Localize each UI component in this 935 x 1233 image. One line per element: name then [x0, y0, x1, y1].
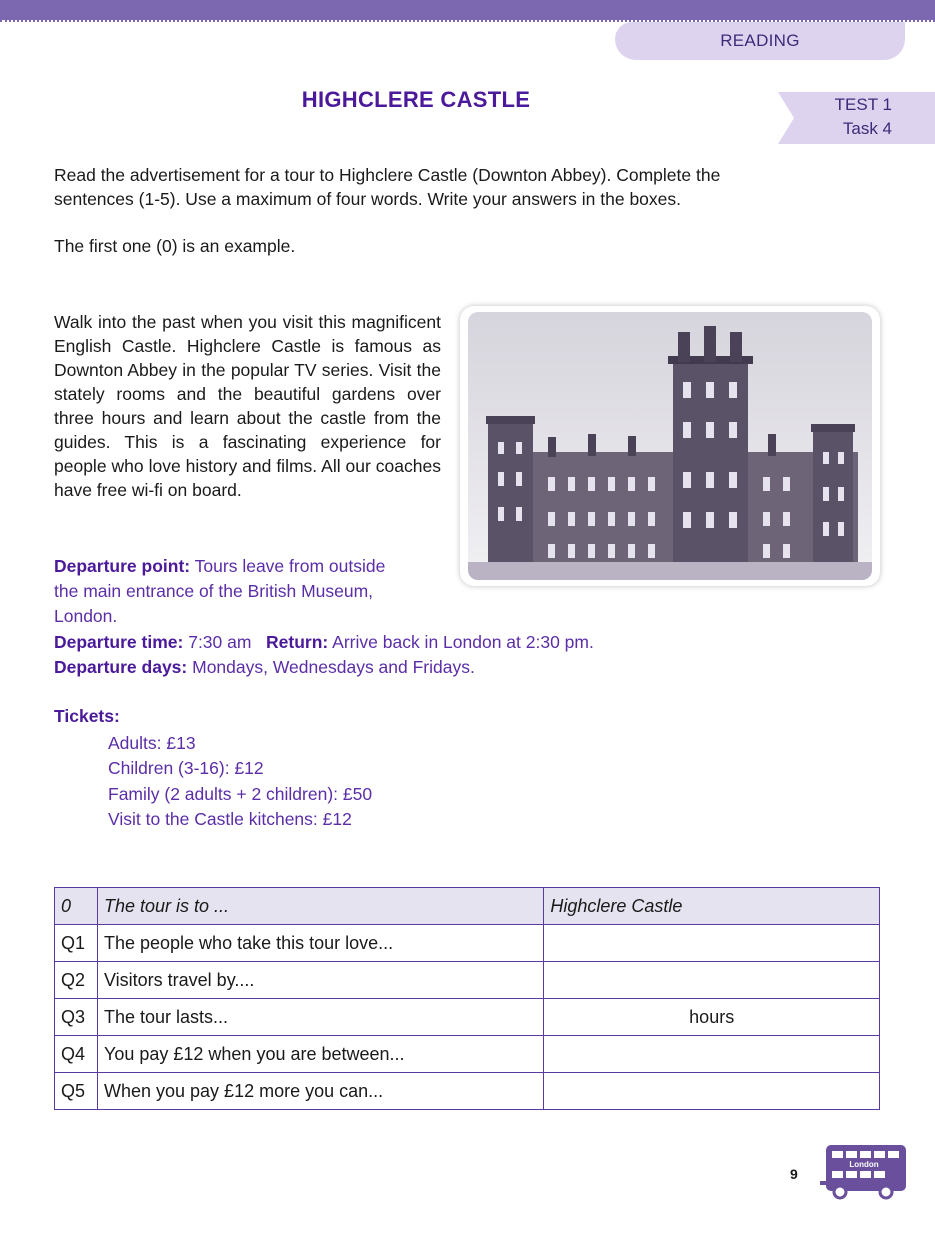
answer-box[interactable] — [544, 925, 880, 962]
instruction-line-2: sentences (1-5). Use a maximum of four words. Write your answers in the boxes. — [54, 189, 682, 209]
ticket-item: Adults: £13 — [108, 733, 196, 753]
ticket-item: Family (2 adults + 2 children): £50 — [108, 784, 373, 804]
question-text: The tour is to ... — [97, 888, 543, 925]
page-number: 9 — [790, 1166, 798, 1182]
question-number: Q1 — [55, 925, 98, 962]
bus-label: London — [849, 1160, 879, 1169]
section-tab — [615, 22, 905, 60]
answer-box[interactable] — [544, 1036, 880, 1073]
departure-time-value: 7:30 am — [183, 632, 257, 652]
return-value: Arrive back in London at 2:30 pm. — [328, 632, 594, 652]
instructions — [54, 163, 844, 211]
departure-point-label: Departure point: — [54, 556, 191, 576]
departure-point-line-3: London. — [54, 606, 118, 626]
departure-days-label: Departure days: — [54, 657, 188, 677]
departure-time-label: Departure time: — [54, 632, 184, 652]
answer-box[interactable]: hours — [544, 999, 880, 1036]
departure-days — [54, 655, 475, 679]
section-label: READING — [720, 31, 800, 50]
tickets-heading: Tickets: — [54, 706, 120, 726]
question-number: Q3 — [55, 999, 98, 1036]
ticket-item: Visit to the Castle kitchens: £12 — [108, 809, 352, 829]
london-bus-icon — [820, 1143, 908, 1201]
test-label: TEST 1 — [834, 95, 892, 114]
table-row — [55, 925, 880, 962]
test-task-tag — [778, 92, 935, 144]
answer-box[interactable] — [544, 1073, 880, 1110]
departure-point-value: Tours leave from outside — [190, 556, 386, 576]
return-label: Return: — [266, 632, 329, 652]
answer-table — [54, 887, 880, 1110]
answer-box[interactable] — [544, 962, 880, 999]
departure-point-line-2: the main entrance of the British Museum, — [54, 581, 374, 601]
answer-cell: Highclere Castle — [544, 888, 880, 925]
question-number: Q4 — [55, 1036, 98, 1073]
instruction-line-1: Read the advertisement for a tour to Highclere Castle (Downton Abbey). Complete the — [54, 165, 721, 185]
example-note: The first one (0) is an example. — [54, 236, 296, 256]
table-row — [55, 962, 880, 999]
task-label: Task 4 — [842, 119, 892, 138]
question-text: The tour lasts... — [97, 999, 543, 1036]
ticket-item: Children (3-16): £12 — [108, 758, 264, 778]
castle-photo — [460, 306, 880, 586]
table-row — [55, 999, 880, 1036]
question-text: The people who take this tour love... — [97, 925, 543, 962]
question-number: Q2 — [55, 962, 98, 999]
question-text: When you pay £12 more you can... — [97, 1073, 543, 1110]
advert-text: Walk into the past when you visit this magnificent English Castle. Highclere Castle is famous as Downton Abbey in the popular TV series. Visit the stately rooms and the beautiful gardens over three hours and learn about the castle from the guides. This is a fascinating experience for people who love history and films. All our coaches have free wi-fi on board. — [54, 312, 441, 500]
departure-time — [54, 630, 594, 654]
departure-days-value: Mondays, Wednesdays and Fridays. — [187, 657, 475, 677]
question-text: Visitors travel by.... — [97, 962, 543, 999]
question-text: You pay £12 when you are between... — [97, 1036, 543, 1073]
castle-image — [468, 312, 872, 580]
question-number: Q5 — [55, 1073, 98, 1110]
table-row — [55, 1036, 880, 1073]
page-title: HIGHCLERE CASTLE — [301, 87, 531, 112]
question-number: 0 — [55, 888, 98, 925]
table-row — [55, 1073, 880, 1110]
table-row — [55, 888, 880, 925]
departure-point — [54, 554, 385, 578]
top-banner — [0, 0, 935, 20]
